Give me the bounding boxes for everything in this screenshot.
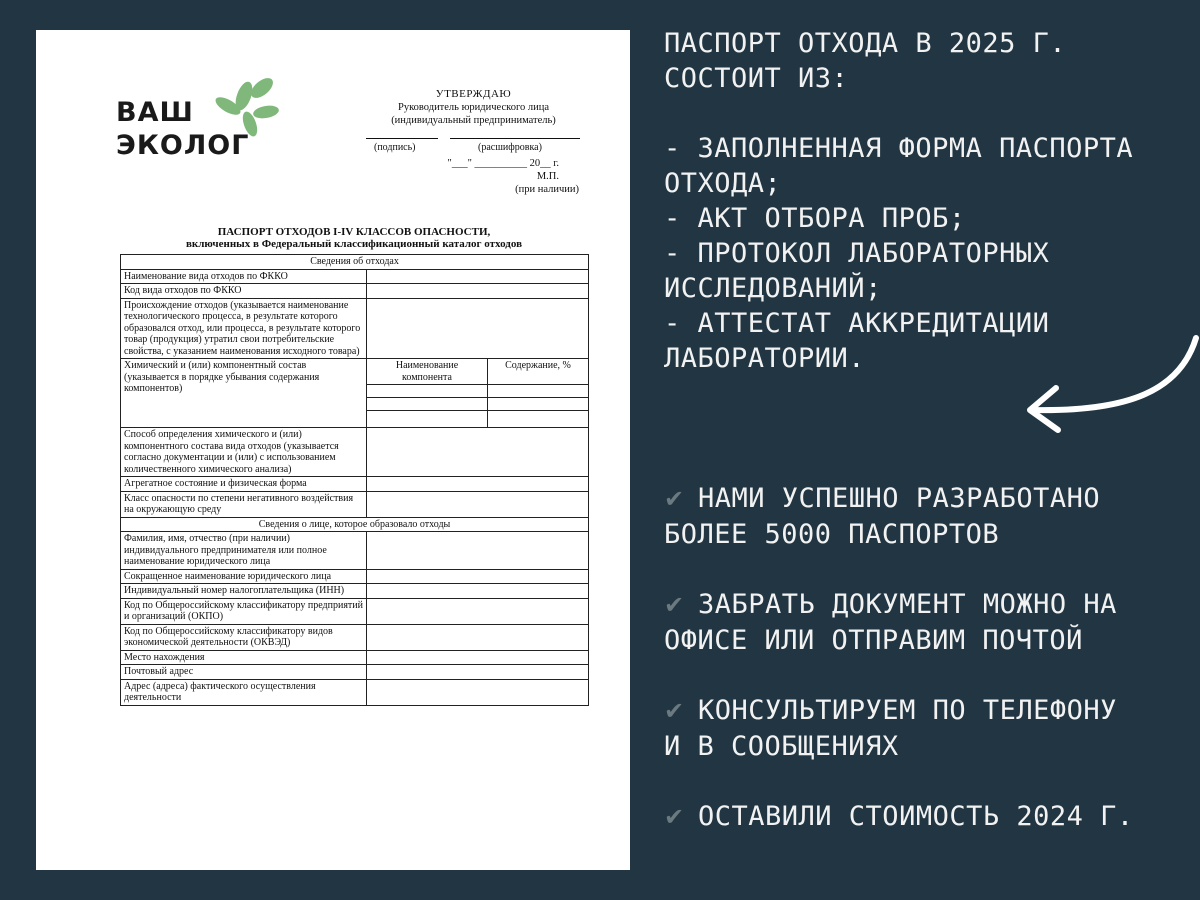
approval-block xyxy=(366,88,581,196)
signature-line xyxy=(366,138,438,139)
row-value xyxy=(367,269,589,284)
row-label: Происхождение отходов (указывается наименование технологического процесса, в результате которого образовался отход, или процесса, в результате которого товар (продукция) утратил свои потребительские свойства, с указанием наименования исходного товара) xyxy=(121,298,367,359)
row-label: Место нахождения xyxy=(121,650,367,665)
stamp-label: М.П. xyxy=(536,171,559,182)
approval-title: УТВЕРЖДАЮ xyxy=(435,88,512,100)
benefit-text: КОНСУЛЬТИРУЕМ ПО ТЕЛЕФОНУ xyxy=(698,695,1117,726)
component-item-cont: ЛАБОРАТОРИИ. xyxy=(664,343,866,374)
passport-table xyxy=(120,254,589,706)
benefit-item xyxy=(664,799,1184,835)
row-value xyxy=(367,284,589,299)
table-row xyxy=(121,624,589,650)
stamp-note: (при наличии) xyxy=(515,184,579,195)
checkmark-icon: ✔ xyxy=(664,591,685,619)
intro-line-2: СОСТОИТ ИЗ: xyxy=(664,63,849,94)
row-label: Код по Общероссийскому классификатору видов экономической деятельности (ОКВЭД) xyxy=(121,624,367,650)
intro-line-1: ПАСПОРТ ОТХОДА В 2025 Г. xyxy=(664,28,1067,59)
component-cell xyxy=(367,411,488,428)
row-label: Код по Общероссийскому классификатору предприятий и организаций (ОКПО) xyxy=(121,598,367,624)
benefit-item xyxy=(664,693,1184,729)
row-value xyxy=(367,491,589,517)
document-title xyxy=(120,226,588,250)
benefit-item-cont: БОЛЕЕ 5000 ПАСПОРТОВ xyxy=(664,519,1000,550)
component-item: - АТТЕСТАТ АККРЕДИТАЦИИ xyxy=(664,308,1050,339)
row-value xyxy=(367,650,589,665)
approval-line-1: Руководитель юридического лица xyxy=(397,102,550,113)
benefit-item xyxy=(664,481,1184,517)
row-value xyxy=(367,598,589,624)
table-row xyxy=(121,298,589,359)
content-header: Содержание, % xyxy=(488,359,589,385)
component-item-cont: ОТХОДА; xyxy=(664,168,782,199)
table-row xyxy=(121,491,589,517)
row-value xyxy=(367,584,589,599)
content-cell xyxy=(488,385,589,398)
benefit-item-cont: ОФИСЕ ИЛИ ОТПРАВИМ ПОЧТОЙ xyxy=(664,625,1083,656)
component-item-cont: ИССЛЕДОВАНИЙ; xyxy=(664,273,882,304)
approval-date: "___" __________ 20__ г. xyxy=(447,158,559,169)
component-name-header: Наименование компонента xyxy=(367,359,488,385)
table-row xyxy=(121,428,589,477)
component-cell xyxy=(367,398,488,411)
decoding-label: (расшифровка) xyxy=(478,142,542,153)
row-label: Адрес (адреса) фактического осуществления деятельности xyxy=(121,679,367,705)
document-title-line-1: ПАСПОРТ ОТХОДОВ I-IV КЛАССОВ ОПАСНОСТИ, xyxy=(217,226,491,238)
passport-form-image xyxy=(36,30,630,870)
row-label: Способ определения химического и (или) компонентного состава вида отходов (указывается согласно документации и (или) с использованием количественного химического анализа) xyxy=(121,428,367,477)
table-row xyxy=(121,650,589,665)
table-row xyxy=(121,569,589,584)
approval-line-2: (индивидуальный предприниматель) xyxy=(391,115,556,126)
component-item: - АКТ ОТБОРА ПРОБ; xyxy=(664,203,966,234)
benefit-text: ОСТАВИЛИ СТОИМОСТЬ 2024 Г. xyxy=(698,801,1134,832)
benefit-text: ЗАБРАТЬ ДОКУМЕНТ МОЖНО НА xyxy=(698,589,1117,620)
row-value xyxy=(367,428,589,477)
table-row xyxy=(121,532,589,570)
benefit-text: НАМИ УСПЕШНО РАЗРАБОТАНО xyxy=(698,483,1101,514)
logo-line-2: ЭКОЛОГ xyxy=(116,130,250,161)
decoding-line xyxy=(450,138,580,139)
benefit-item-cont: И В СООБЩЕНИЯХ xyxy=(664,731,899,762)
section-header-producer: Сведения о лице, которое образовало отходы xyxy=(121,517,589,532)
component-item: - ЗАПОЛНЕННАЯ ФОРМА ПАСПОРТА xyxy=(664,133,1134,164)
table-row xyxy=(121,477,589,492)
row-label: Фамилия, имя, отчество (при наличии) индивидуального предпринимателя или полное наименование юридического лица xyxy=(121,532,367,570)
row-value xyxy=(367,624,589,650)
row-value xyxy=(367,477,589,492)
row-value xyxy=(367,569,589,584)
curved-arrow-icon xyxy=(1020,330,1200,440)
table-row xyxy=(121,284,589,299)
table-row xyxy=(121,679,589,705)
signature-row xyxy=(366,133,581,159)
row-label: Код вида отходов по ФККО xyxy=(121,284,367,299)
row-value xyxy=(367,532,589,570)
signature-label: (подпись) xyxy=(374,142,416,153)
checkmark-icon: ✔ xyxy=(664,697,685,725)
component-item: - ПРОТОКОЛ ЛАБОРАТОРНЫХ xyxy=(664,238,1050,269)
row-value xyxy=(367,679,589,705)
row-value xyxy=(367,665,589,680)
checkmark-icon: ✔ xyxy=(664,485,685,513)
logo-text xyxy=(116,96,256,162)
row-label: Сокращенное наименование юридического лица xyxy=(121,569,367,584)
table-row xyxy=(121,359,589,385)
content-cell xyxy=(488,398,589,411)
row-value xyxy=(367,298,589,359)
document-title-line-2: включенных в Федеральный классификационный каталог отходов xyxy=(185,238,523,250)
checkmark-icon: ✔ xyxy=(664,803,685,831)
table-row xyxy=(121,584,589,599)
row-label: Класс опасности по степени негативного воздействия на окружающую среду xyxy=(121,491,367,517)
table-row xyxy=(121,269,589,284)
row-label: Наименование вида отходов по ФККО xyxy=(121,269,367,284)
row-label: Индивидуальный номер налогоплательщика (ИНН) xyxy=(121,584,367,599)
row-label: Почтовый адрес xyxy=(121,665,367,680)
row-label: Агрегатное состояние и физическая форма xyxy=(121,477,367,492)
benefit-item xyxy=(664,587,1184,623)
table-row xyxy=(121,665,589,680)
component-cell xyxy=(367,385,488,398)
logo-line-1: ВАШ xyxy=(116,97,194,128)
section-header-waste: Сведения об отходах xyxy=(121,255,589,270)
content-cell xyxy=(488,411,589,428)
table-row xyxy=(121,598,589,624)
composition-label: Химический и (или) компонентный состав (указывается в порядке убывания содержания компонентов) xyxy=(121,359,367,428)
